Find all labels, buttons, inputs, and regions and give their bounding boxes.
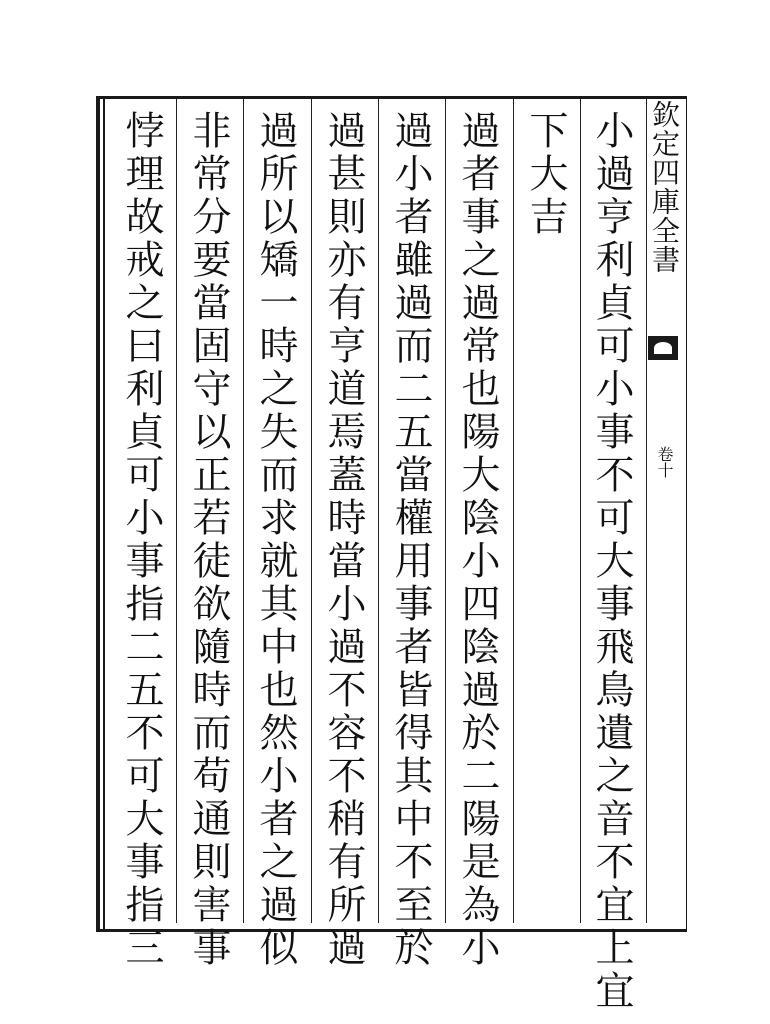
column-rule xyxy=(243,99,244,923)
text-column-6: 過所以矯一時之失而求就其中也然小者之過似 xyxy=(253,110,298,970)
text-column-4: 過小者雖過而二五當權用事者皆得其中不至於 xyxy=(388,110,433,970)
column-rule xyxy=(513,99,514,923)
column-rule xyxy=(445,99,446,923)
column-rule xyxy=(580,99,581,923)
text-column-7: 非常分要當固守以正若徒欲隨時而苟通則害事 xyxy=(186,110,231,970)
text-column-3: 過者事之過常也陽大陰小四陰過於二陽是為小 xyxy=(455,110,500,970)
column-rule xyxy=(311,99,312,923)
fish-tail-mark-icon xyxy=(648,336,678,360)
book-title: 欽定四庫全書 xyxy=(648,100,681,274)
text-column-2: 下大吉 xyxy=(523,110,568,239)
text-column-8: 悖理故戒之曰利貞可小事指二五不可大事指三 xyxy=(119,110,164,970)
inner-border-line xyxy=(103,96,105,929)
column-rule xyxy=(176,99,177,923)
volume-label: 卷十 xyxy=(655,446,674,478)
text-column-1: 小過亨利貞可小事不可大事飛鳥遺之音不宜上宜 xyxy=(589,110,634,1013)
page-margin-column xyxy=(646,100,682,920)
column-rule xyxy=(378,99,379,923)
text-column-5: 過甚則亦有亨道焉蓋時當小過不容不稍有所過 xyxy=(321,110,366,970)
